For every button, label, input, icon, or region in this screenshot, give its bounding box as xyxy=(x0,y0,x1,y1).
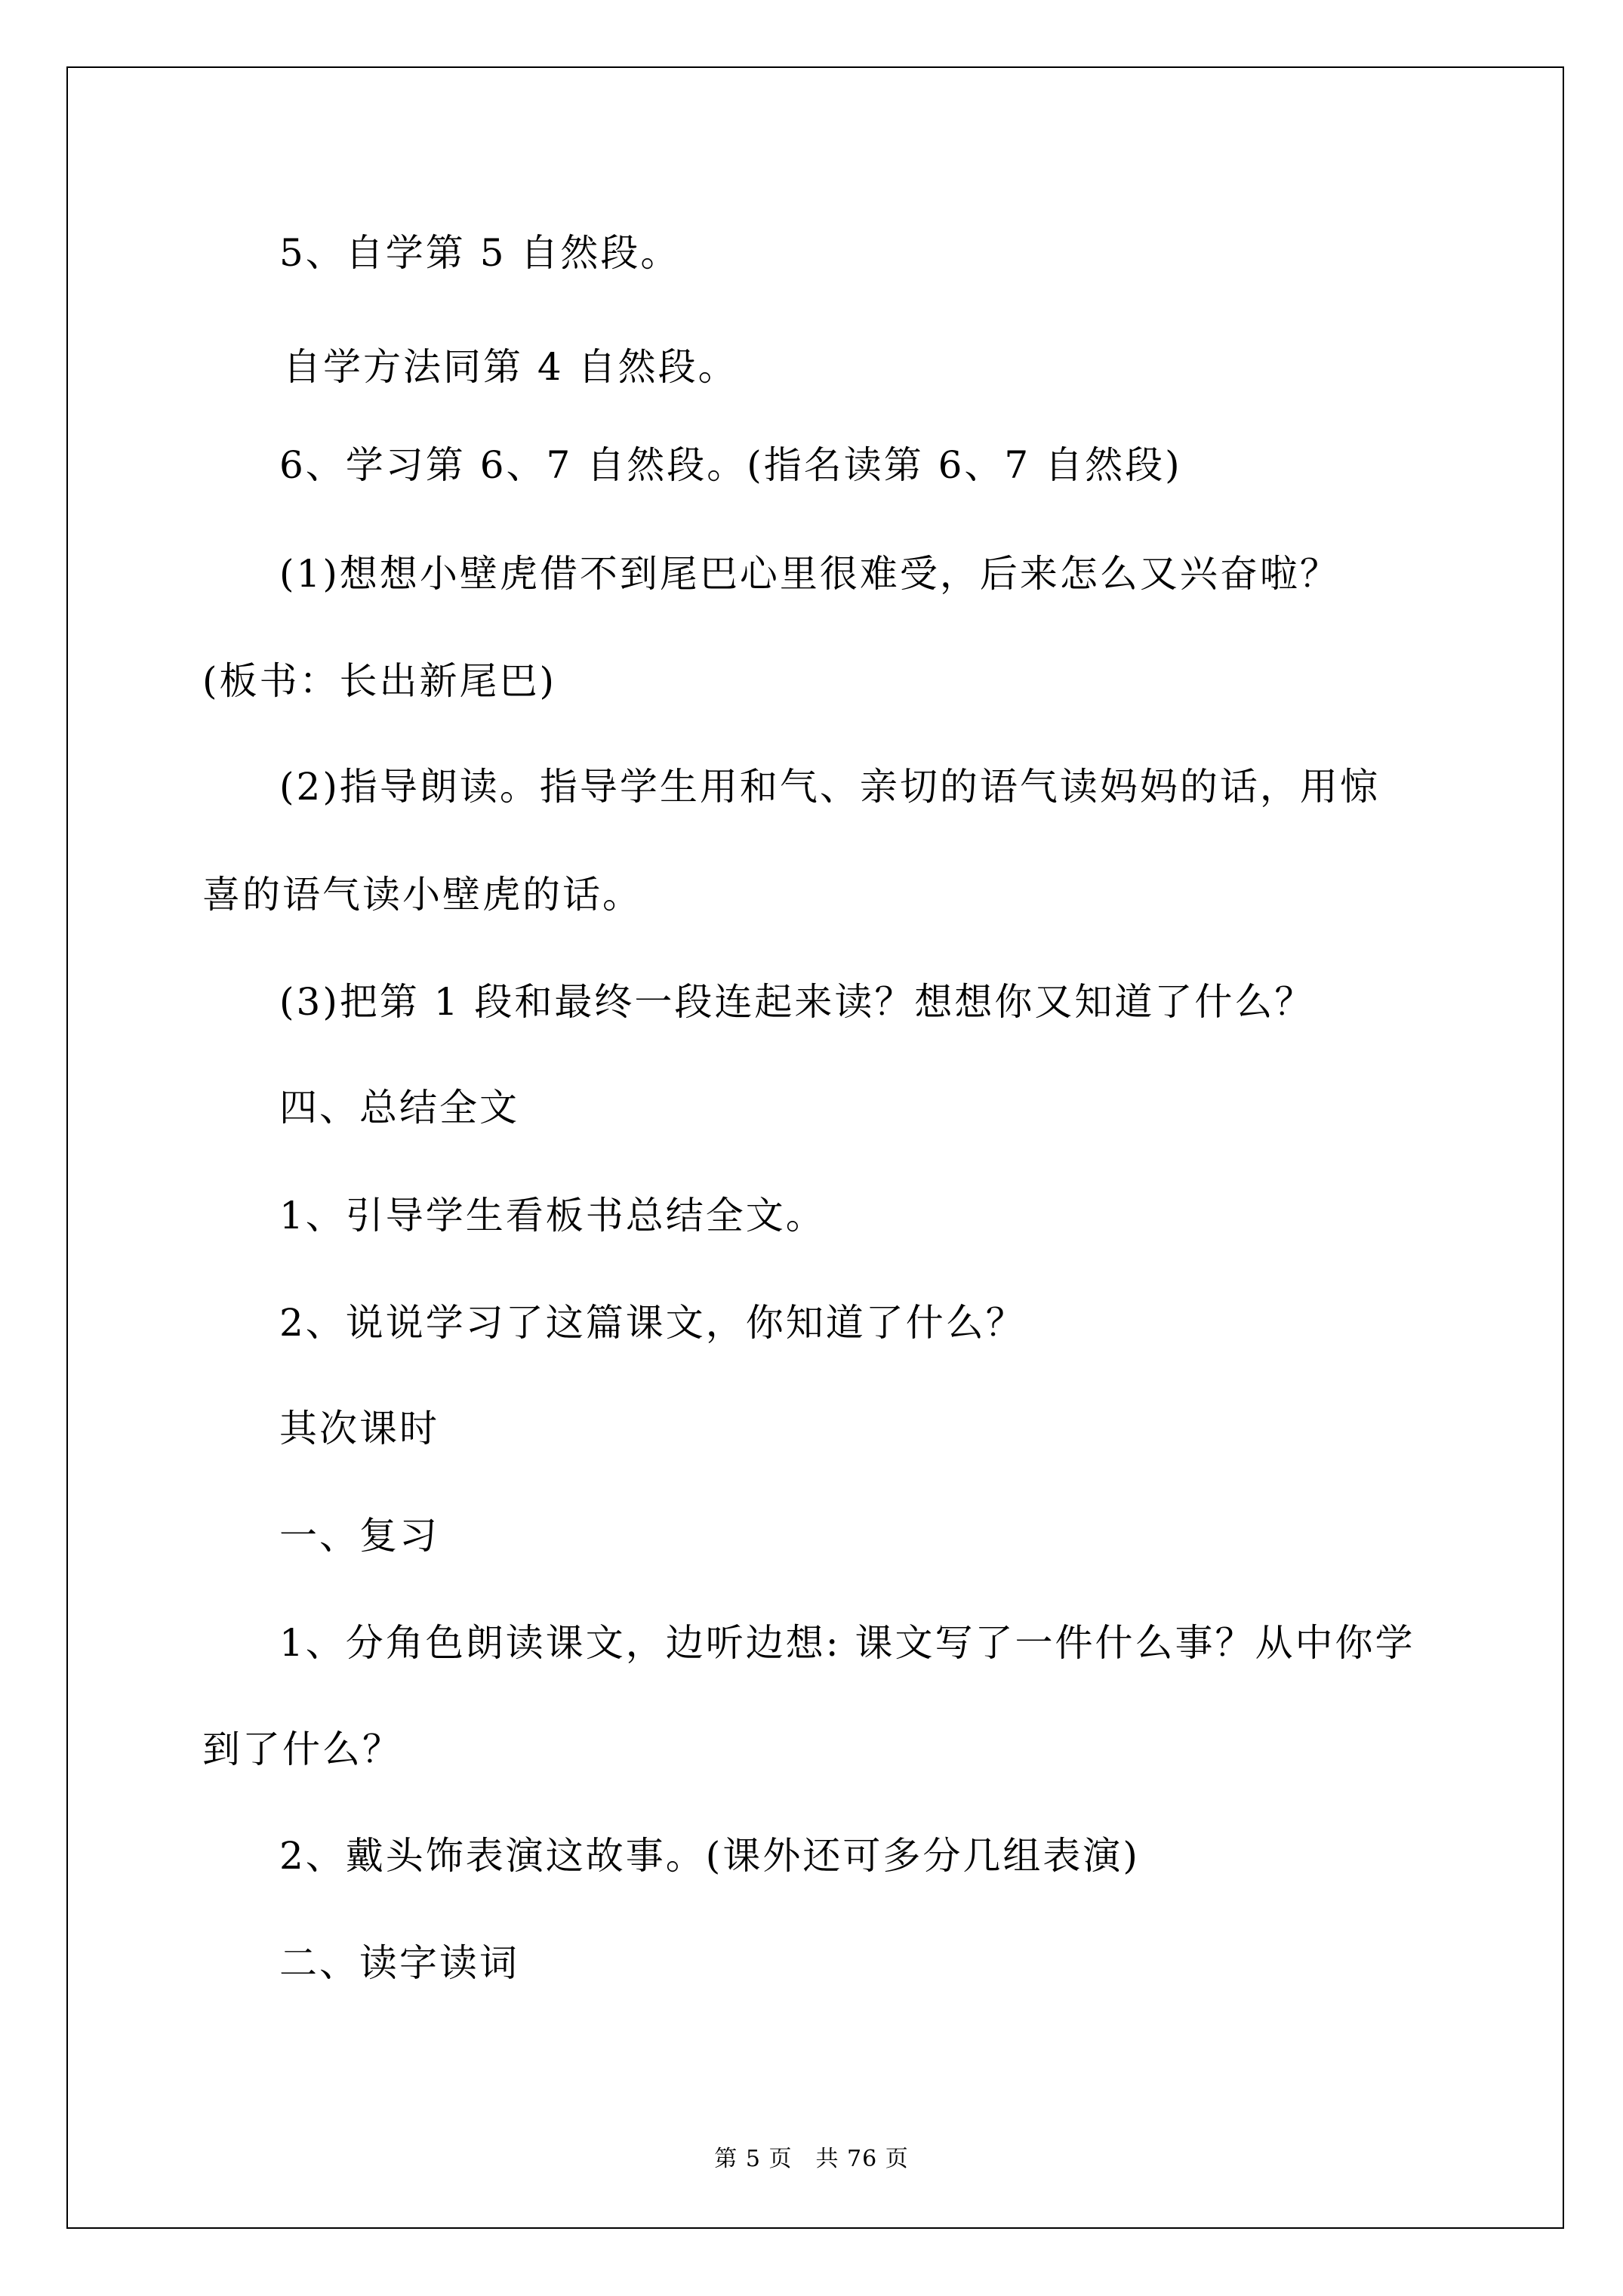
text-line-16: 2、戴头饰表演这故事。(课外还可多分几组表演) xyxy=(279,1834,1140,1878)
text-line-12: 其次课时 xyxy=(279,1407,439,1450)
text-line-2: 自学方法同第 4 自然段。 xyxy=(283,345,738,389)
text-line-11: 2、说说学习了这篇课文，你知道了什么？ xyxy=(279,1301,1026,1345)
text-line-6: (2)指导朗读。指导学生用和气、亲切的语气读妈妈的话，用惊 xyxy=(279,765,1380,809)
text-line-3: 6、学习第 6、7 自然段。(指名读第 6、7 自然段) xyxy=(279,443,1182,487)
text-line-17: 二、读字读词 xyxy=(279,1941,519,1985)
text-line-14: 1、分角色朗读课文，边听边想: 课文写了一件什么事？从中你学 xyxy=(279,1621,1415,1665)
page-footer: 第 5 页 共 76 页 xyxy=(714,2146,909,2172)
text-line-7: 喜的语气读小壁虎的话。 xyxy=(202,873,642,917)
text-line-5: (板书：长出新尾巴) xyxy=(202,659,557,703)
text-line-8: (3)把第 1 段和最终一段连起来读？想想你又知道了什么？ xyxy=(279,980,1315,1024)
text-line-4: (1)想想小壁虎借不到尾巴心里很难受，后来怎么又兴奋啦？ xyxy=(279,552,1340,596)
text-line-10: 1、引导学生看板书总结全文。 xyxy=(279,1194,826,1237)
text-line-9: 四、总结全文 xyxy=(279,1086,519,1130)
text-line-15: 到了什么？ xyxy=(202,1727,402,1771)
text-line-13: 一、复习 xyxy=(279,1514,439,1558)
page-border xyxy=(66,66,1564,2229)
text-line-1: 5、自学第 5 自然段。 xyxy=(279,231,681,275)
